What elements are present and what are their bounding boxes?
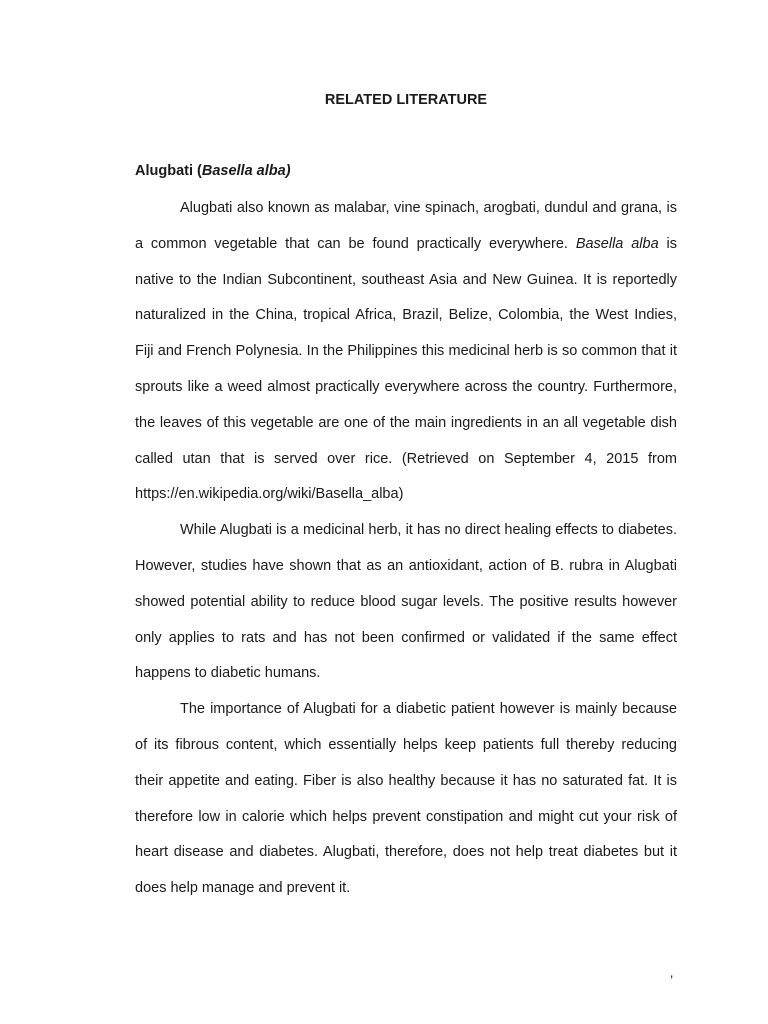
section-heading-prefix: Alugbati ( xyxy=(135,163,202,179)
paragraph-1 xyxy=(135,191,677,513)
page-mark: ’ xyxy=(670,972,674,988)
section-heading xyxy=(135,163,291,179)
paragraph-3: The importance of Alugbati for a diabetic patient however is mainly because of its fibrous content, which essentially helps keep patients full thereby reducing their appetite and eating. Fiber is also healthy because it has no saturated fat. It is therefore low in calorie which helps prevent constipation and might cut your risk of heart disease and diabetes. Alugbati, therefore, does not help treat diabetes but it does help manage and prevent it. xyxy=(135,701,677,897)
paragraph-1-italic: Basella alba xyxy=(575,235,659,252)
paragraph-2: While Alugbati is a medicinal herb, it has no direct healing effects to diabetes. However, studies have shown that as an antioxidant, action of B. rubra in Alugbati showed potential ability to reduce blood sugar levels. The positive results however only applies to rats and has not been confirmed or validated if the same effect happens to diabetic humans. xyxy=(135,522,677,682)
paragraph-1-text-b: is native to the Indian Subcontinent, southeast Asia and New Guinea. It is reportedly naturalized in the China, tropical Africa, Brazil, Belize, Colombia, the West Indies, Fiji and French Polynesia. In the Philippines this medicinal herb is so common that it sprouts like a weed almost practically everywhere across the country. Furthermore, the leaves of this vegetable are one of the main ingredients in an all vegetable dish called utan that is served over rice. (Retrieved on September 4, 2015 from https://en.wikipedia.org/wiki/Basella_alba) xyxy=(135,235,677,503)
body-text xyxy=(135,191,677,907)
page-title: RELATED LITERATURE xyxy=(324,92,488,108)
section-heading-scientific-name: Basella alba) xyxy=(201,163,291,179)
paragraph-1-text-a: Alugbati also known as malabar, vine spinach, arogbati, dundul and grana, is a common vegetable that can be found practically everywhere. xyxy=(135,200,677,252)
